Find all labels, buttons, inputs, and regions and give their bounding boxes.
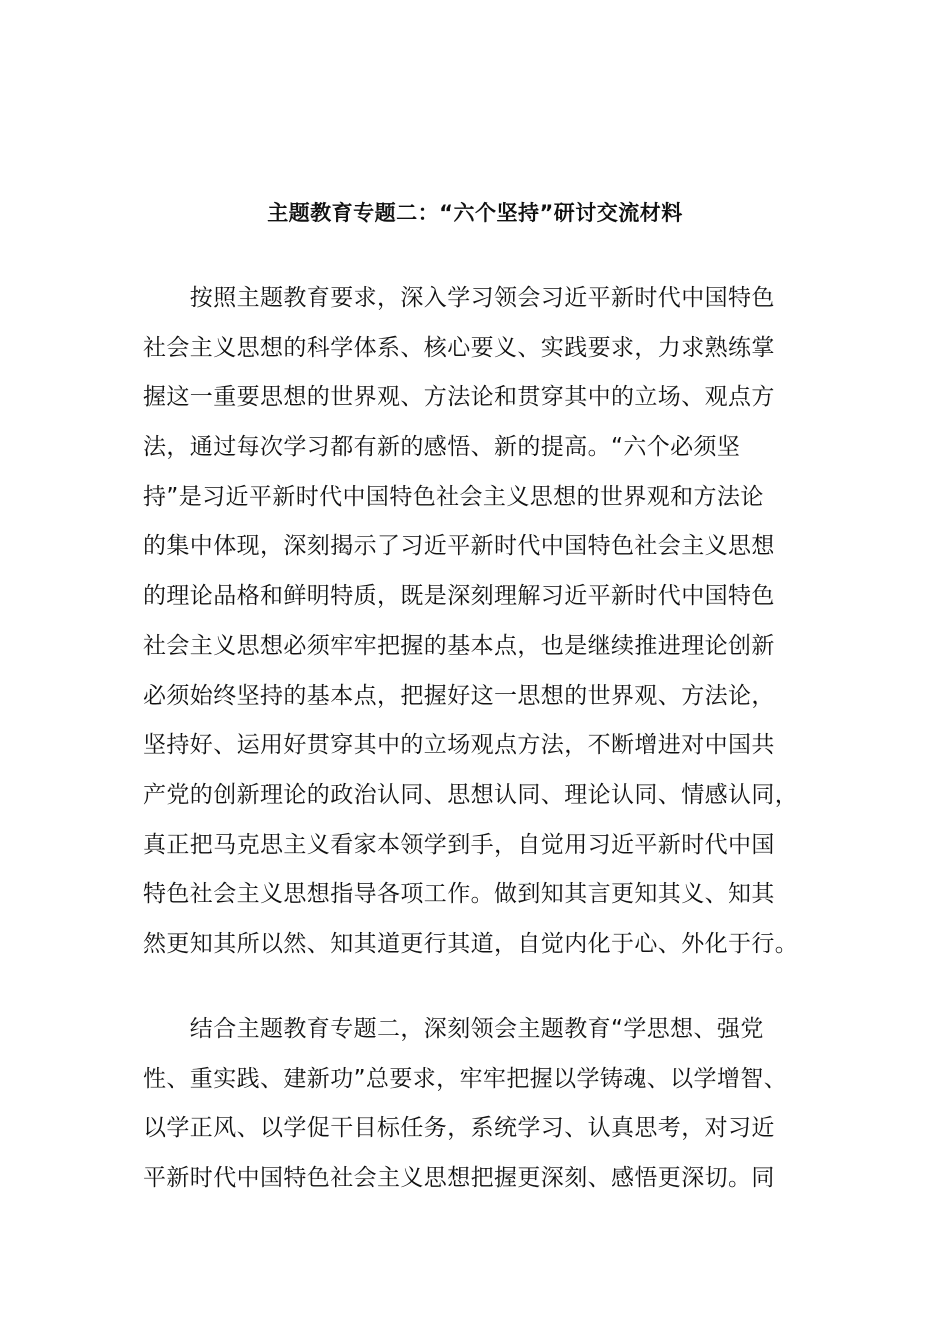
paragraph-line: 真正把马克思主义看家本领学到手，自觉用习近平新时代中国 (143, 831, 775, 858)
paragraph-line: 持”是习近平新时代中国特色社会主义思想的世界观和方法论 (143, 483, 764, 510)
paragraph-line: 必须始终坚持的基本点，把握好这一思想的世界观、方法论， (143, 682, 775, 709)
paragraph-line: 然更知其所以然、知其道更行其道，自觉内化于心、外化于行。 (143, 930, 799, 957)
paragraph-line: 性、重实践、建新功”总要求，牢牢把握以学铸魂、以学增智、 (143, 1065, 788, 1092)
document-title: 主题教育专题二：“六个坚持”研讨交流材料 (267, 201, 683, 225)
paragraph-line: 坚持好、运用好贯穿其中的立场观点方法，不断增进对中国共 (143, 732, 775, 759)
paragraph-line: 以学正风、以学促干目标任务，系统学习、认真思考，对习近 (143, 1115, 775, 1142)
paragraph-line: 社会主义思想必须牢牢把握的基本点，也是继续推进理论创新 (143, 632, 775, 659)
paragraph-line: 结合主题教育专题二，深刻领会主题教育“学思想、强党 (143, 1016, 764, 1042)
paragraph-line: 产党的创新理论的政治认同、思想认同、理论认同、情感认同， (143, 781, 799, 808)
paragraph-line: 的理论品格和鲜明特质，既是深刻理解习近平新时代中国特色 (143, 583, 775, 610)
paragraph-line: 特色社会主义思想指导各项工作。做到知其言更知其义、知其 (143, 881, 775, 908)
paragraph-line: 社会主义思想的科学体系、核心要义、实践要求，力求熟练掌 (143, 334, 775, 361)
paragraph-line: 法，通过每次学习都有新的感悟、新的提高。“六个必须坚 (143, 434, 741, 461)
paragraph-line: 握这一重要思想的世界观、方法论和贯穿其中的立场、观点方 (143, 384, 775, 411)
paragraph-2 (143, 1005, 823, 1204)
paragraph-1 (143, 274, 823, 970)
paragraph-line: 平新时代中国特色社会主义思想把握更深刻、感悟更深切。同 (143, 1165, 775, 1192)
paragraph-line: 的集中体现，深刻揭示了习近平新时代中国特色社会主义思想 (143, 533, 775, 560)
paragraph-line: 按照主题教育要求，深入学习领会习近平新时代中国特色 (143, 285, 775, 311)
